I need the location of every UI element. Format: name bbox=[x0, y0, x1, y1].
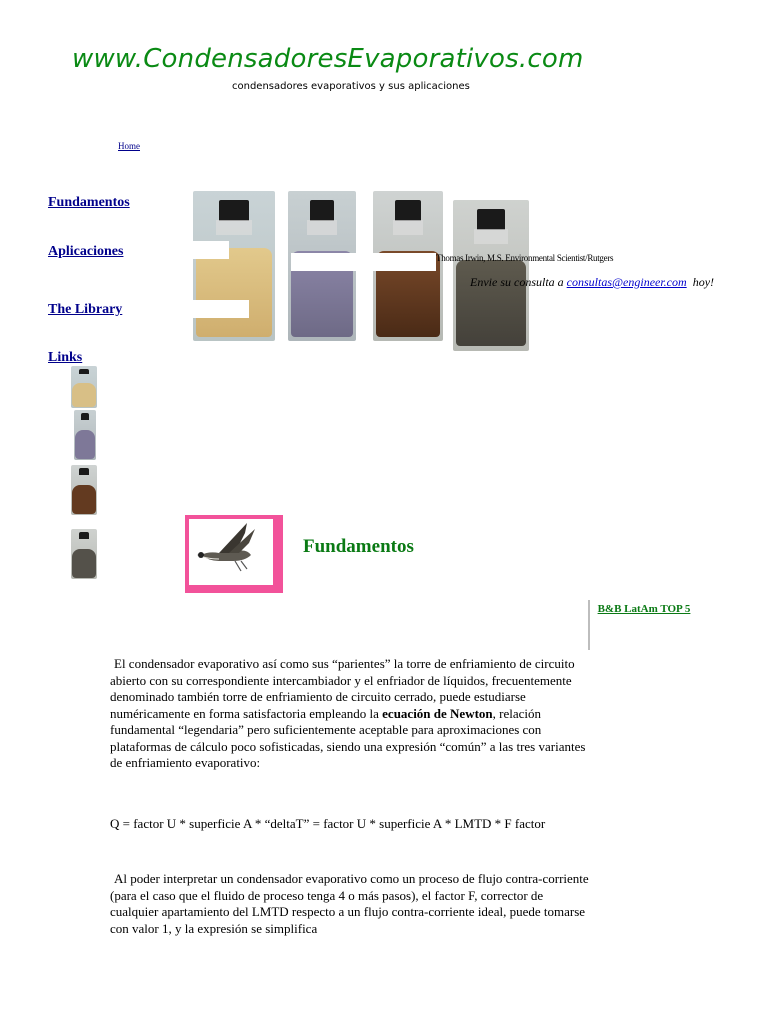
paragraph-intro-text-2: , relación fundamental “legendaria” pero suficientemente aceptable para aproximaciones con plataformas de cálculo poco sofisticadas, siendo una expresión “común” a las tres variantes de enfriamiento evaporativo: bbox=[110, 705, 586, 770]
nav-links[interactable]: Links bbox=[48, 350, 83, 365]
goose-illustration bbox=[189, 519, 273, 585]
consult-suffix: hoy! bbox=[692, 275, 715, 289]
nav-aplicaciones[interactable]: Aplicaciones bbox=[48, 244, 124, 259]
consult-prefix: Envie su consulta a bbox=[470, 275, 564, 289]
nav-fundamentos[interactable]: Fundamentos bbox=[48, 195, 130, 210]
home-link[interactable]: Home bbox=[118, 141, 140, 151]
overlay-block bbox=[193, 300, 249, 318]
overlay-block bbox=[291, 253, 436, 271]
newton-equation-term: ecuación de Newton bbox=[382, 705, 493, 721]
site-title: www.CondensadoresEvaporativos.com bbox=[72, 44, 584, 74]
paragraph-intro bbox=[110, 656, 590, 772]
nav-the-library[interactable]: The Library bbox=[48, 302, 123, 317]
paragraph-intro-text: El condensador evaporativo así como sus “parientes” la torre de enfriamiento de circuito abierto con su correspondiente intercambiador y el enfriador de líquidos, frecuentemente denominado también torre de enfriamiento de circuito cerrado, puede estudiarse numéricamente en forma satisfactoria empleando la bbox=[110, 656, 575, 721]
overlay-block bbox=[193, 241, 229, 259]
consult-email-link[interactable]: consultas@engineer.com bbox=[566, 275, 687, 289]
sidebar-divider bbox=[588, 600, 590, 650]
sample-thumb-4 bbox=[71, 529, 97, 579]
bb-latam-top5-link[interactable]: B&B LatAm TOP 5 bbox=[597, 603, 691, 615]
paragraph-counterflow: Al poder interpretar un condensador evaporativo como un proceso de flujo contra-corriente (para el caso que el fluido de proceso tenga 4 o más pasos), el factor F, corrector de cualquier apartamiento del LMTD respecto a un flujo contra-corriente ideal, puede tomarse con valor 1, y la expresión se simplifica bbox=[110, 871, 589, 936]
section-heading: Fundamentos bbox=[303, 536, 414, 557]
sample-photo-1 bbox=[193, 191, 275, 341]
photo-credit: Thomas Irwin, M.S. Environmental Scientist/Rutgers bbox=[436, 253, 614, 263]
sample-thumb-2 bbox=[74, 410, 96, 460]
equation-paragraph: Q = factor U * superficie A * “deltaT” = factor U * superficie A * LMTD * F factor bbox=[110, 816, 546, 831]
sample-thumb-1 bbox=[71, 366, 97, 408]
sample-thumb-3 bbox=[71, 465, 97, 515]
bird-image-frame bbox=[185, 515, 283, 593]
consult-line bbox=[470, 275, 714, 290]
site-tagline: condensadores evaporativos y sus aplicaciones bbox=[232, 81, 470, 92]
